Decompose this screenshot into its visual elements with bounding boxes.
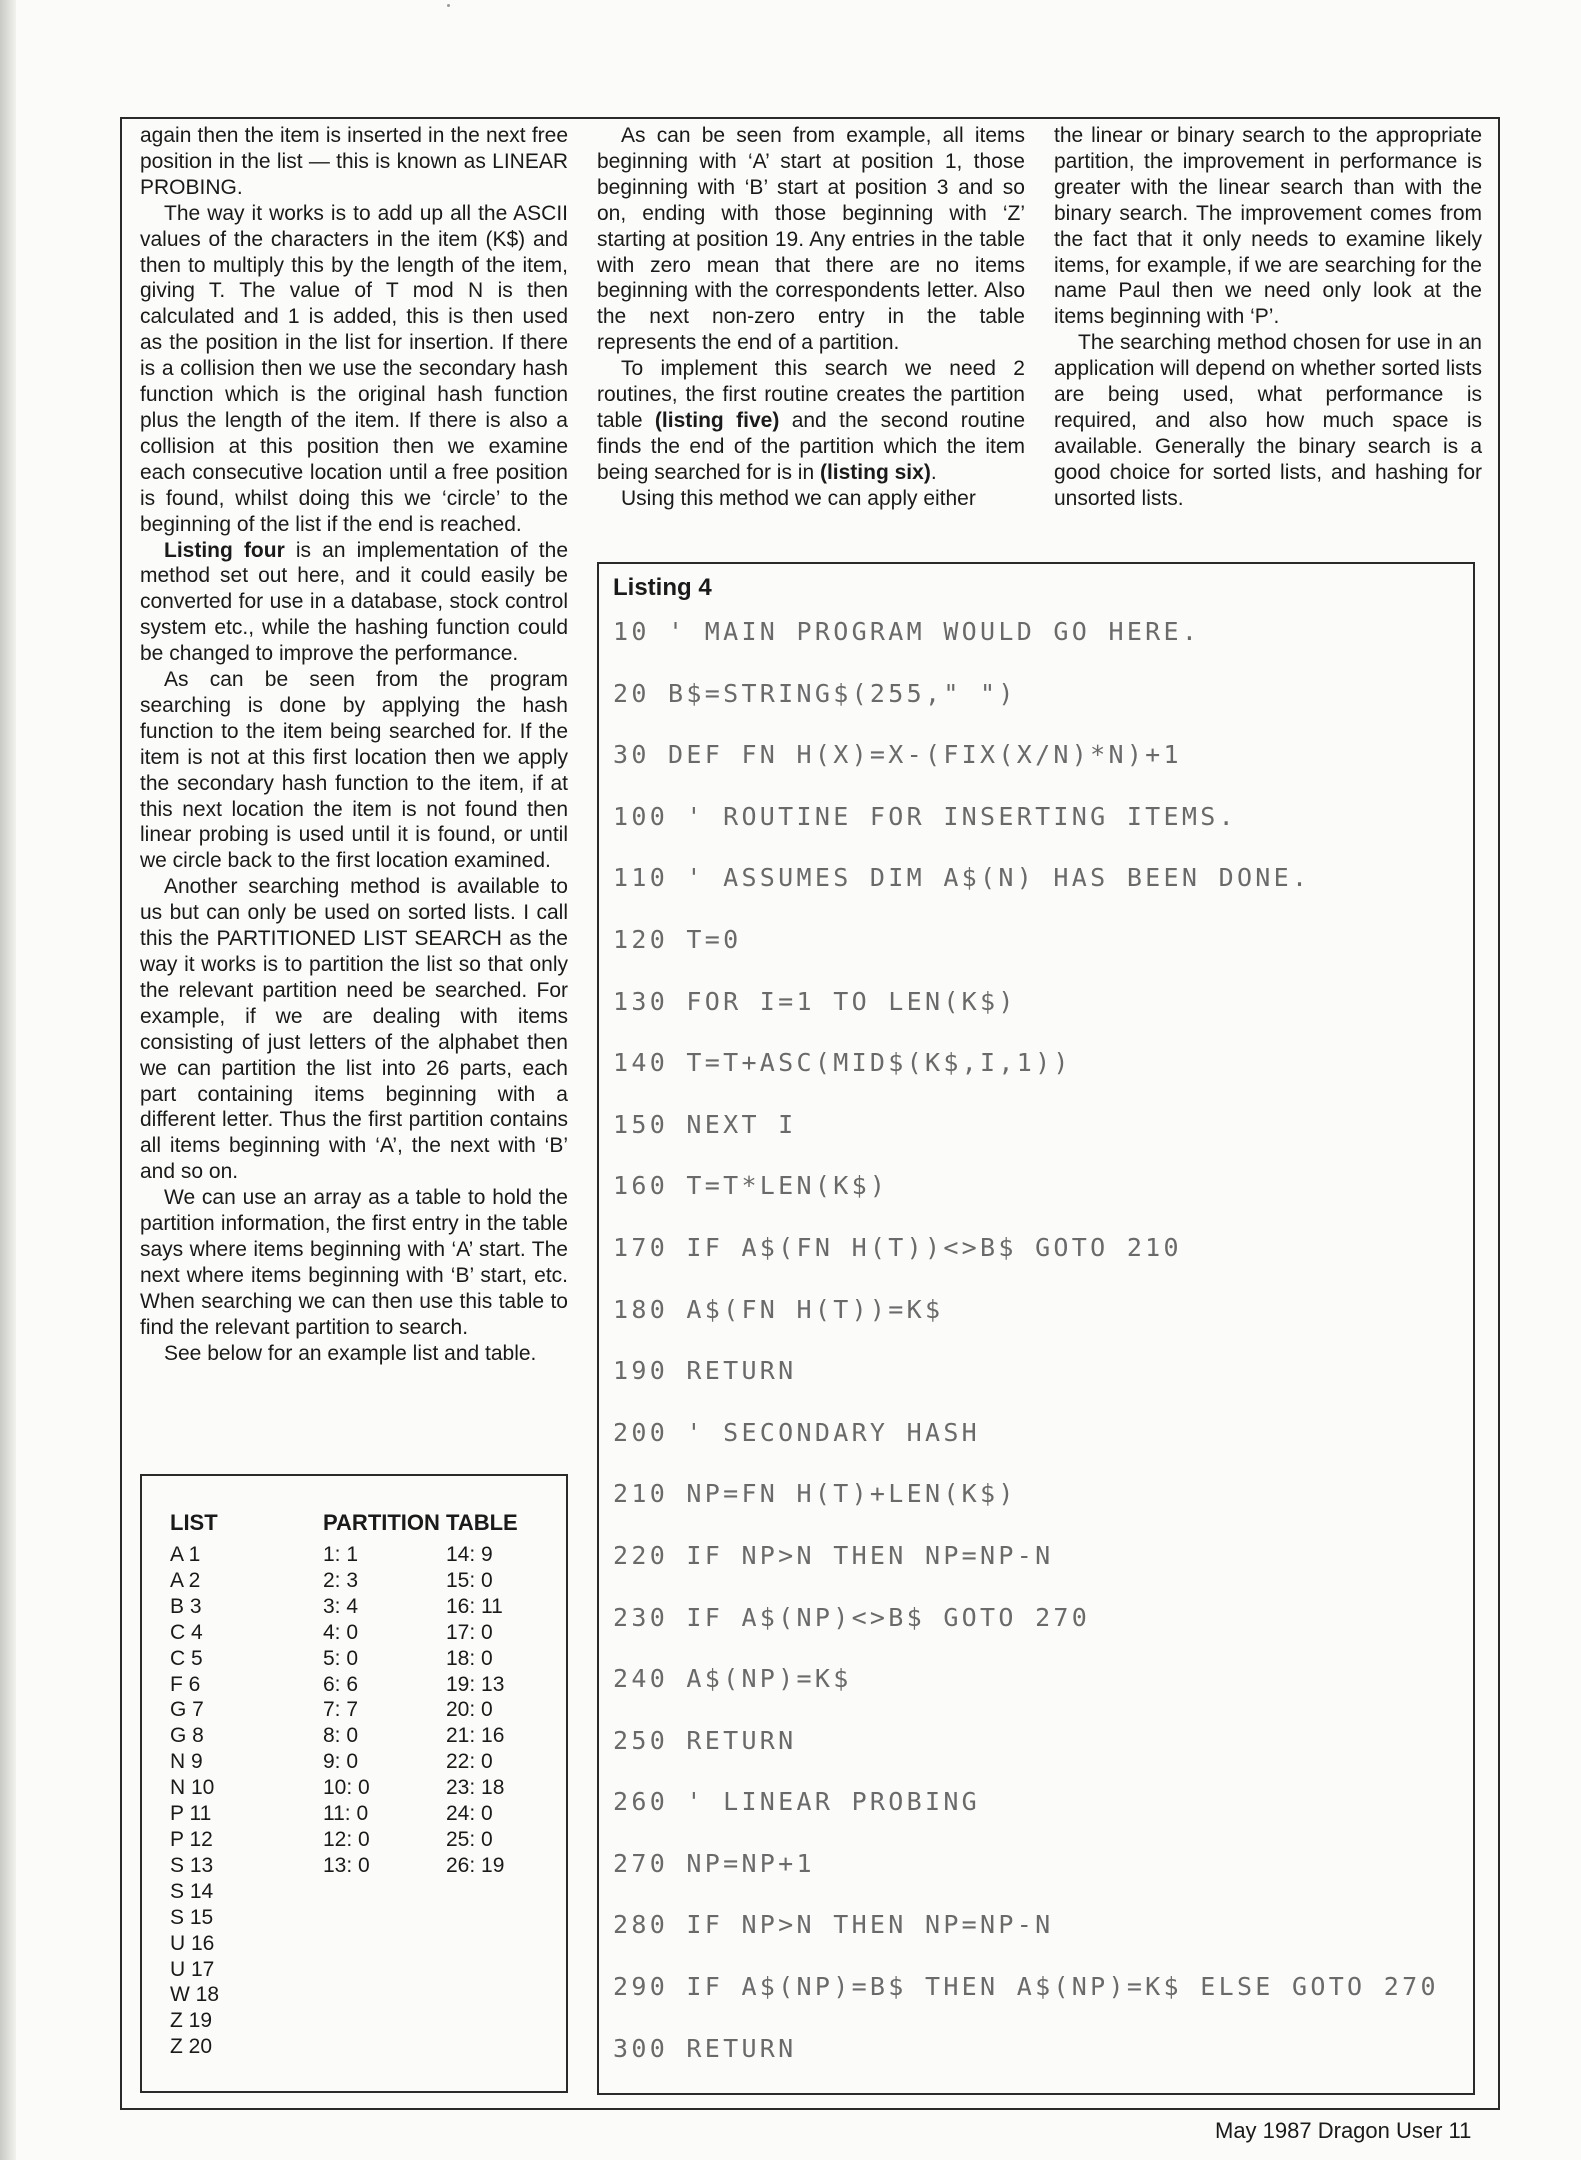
code-line: 170 IF A$(FN H(T))<>B$ GOTO 210	[613, 1232, 1182, 1262]
partition-table-column-1: 1: 1 2: 3 3: 4 4: 0 5: 0 6: 6 7: 7 8: 0 9: 0 10: 0 11: 0 12: 0 13: 0	[323, 1543, 370, 1877]
scan-speck	[447, 4, 450, 7]
listing-reference: (listing six)	[819, 460, 931, 484]
code-line: 220 IF NP>N THEN NP=NP-N	[613, 1540, 1054, 1570]
paragraph: As can be seen from the program searching is done by applying the hash function to the item being searched for. If the item is not at this first location then we apply the secondary hash function to the item, if at this next location the item is not found then linear probing is used until it is found, or until we circle back to the first location examined.	[140, 668, 568, 873]
paragraph	[597, 356, 1025, 486]
code-line: 10 ' MAIN PROGRAM WOULD GO HERE.	[613, 617, 1201, 646]
paragraph: Using this method we can apply either	[621, 486, 976, 510]
code-listing	[613, 616, 1463, 2094]
paragraph: See below for an example list and table.	[164, 1341, 537, 1365]
listing-reference: (listing five)	[654, 408, 780, 432]
page-footer: May 1987 Dragon User 11	[1215, 2118, 1472, 2143]
code-line: 240 A$(NP)=K$	[613, 1664, 852, 1694]
partition-table-header: PARTITION TABLE	[323, 1510, 518, 1535]
paragraph: The way it works is to add up all the ASCII values of the characters in the item (K$) and then to multiply this by the length of the item, giving T. The value of T mod N is then calculated and 1 is added, this is then used as the position in the list for insertion. If there is a collision then we use the secondary hash function which is the original hash function plus the length of the item. If there is also a collision at this position then we examine each consecutive location until a free position is found, whilst doing this we ‘circle’ to the beginning of the list if the end is reached.	[140, 201, 568, 536]
paragraph: Another searching method is available to us but can only be used on sorted lists. I call this the PARTITIONED LIST SEARCH as the way it works is to partition the list so that only the relevant partition need be searched. For example, if we are dealing with items consisting of just letters of the alphabet then we can partition the list into 26 parts, each part containing items beginning with a different letter. Thus the first partition contains all items beginning with ‘A’, the next with ‘B’ and so on.	[140, 875, 568, 1184]
code-line: 230 IF A$(NP)<>B$ GOTO 270	[613, 1602, 1091, 1632]
list-header: LIST	[170, 1510, 218, 1535]
code-line: 270 NP=NP+1	[613, 1848, 815, 1878]
paragraph-text: .	[930, 460, 937, 484]
partition-example-box	[140, 1474, 568, 2093]
code-line: 120 T=0	[613, 924, 742, 954]
code-line: 300 RETURN	[613, 2033, 797, 2063]
code-line: 250 RETURN	[613, 1725, 797, 1755]
listing-reference: Listing four	[164, 538, 285, 562]
code-line: 160 T=T*LEN(K$)	[613, 1171, 889, 1201]
partition-table	[323, 1510, 518, 1877]
code-line: 180 A$(FN H(T))=K$	[613, 1294, 944, 1324]
paragraph: the linear or binary search to the appropriate partition, the improvement in performance is greater with the linear search than with the binary search. The improvement comes from the fact that it only needs to examine likely items, for example, if we are searching for the name Paul then we need only look at the items beginning with ‘P’.	[1054, 124, 1482, 329]
paragraph: again then the item is inserted in the next free position in the list — this is known as LINEAR PROBING.	[140, 124, 568, 199]
paragraph	[140, 538, 568, 668]
article-column-2	[597, 123, 1025, 512]
article-column-1	[140, 123, 568, 1367]
example-list	[170, 1510, 219, 2060]
list-entries: A 1 A 2 B 3 C 4 C 5 F 6 G 7 G 8 N 9 N 10 P 11 P 12 S 13 S 14 S 15 U 16 U 17 W 18 Z 19 Z 20	[170, 1543, 220, 2059]
article-column-3	[1054, 123, 1482, 512]
code-line: 290 IF A$(NP)=B$ THEN A$(NP)=K$ ELSE GOTO 270	[613, 1972, 1439, 2002]
paragraph-text: is an implementation of the method set out here, and it could easily be converted for use in a database, stock control system etc., while the hashing function could be changed to improve the performance.	[140, 538, 568, 666]
paragraph-text: To implement this search we need 2 routines, the first routine creates the partition table	[597, 357, 1025, 432]
partition-table-column-2: 14: 9 15: 0 16: 11 17: 0 18: 0 19: 13 20: 0 21: 16 22: 0 23: 18 24: 0 25: 0 26: 19	[446, 1543, 505, 1877]
paragraph: We can use an array as a table to hold the partition information, the first entry in the table says where items beginning with ‘A’ start. The next where items beginning with ‘B’ start, etc. When searching we can then use this table to find the relevant partition to search.	[140, 1186, 568, 1339]
code-line: 100 ' ROUTINE FOR INSERTING ITEMS.	[613, 801, 1237, 831]
code-line: 210 NP=FN H(T)+LEN(K$)	[613, 1479, 1017, 1509]
listing-title: Listing 4	[613, 574, 712, 601]
paragraph-text: and the second routine finds the end of the partition which the item being searched for is in	[597, 408, 1025, 484]
listing-4-box	[597, 562, 1475, 2095]
paragraph: The searching method chosen for use in an application will depend on whether sorted lists are being used, what performance is required, and also how much space is available. Generally the binary search is a good choice for sorted lists, and hashing for unsorted lists.	[1054, 331, 1482, 510]
code-line: 20 B$=STRING$(255," ")	[613, 678, 1017, 708]
code-line: 110 ' ASSUMES DIM A$(N) HAS BEEN DONE.	[613, 863, 1311, 893]
code-line: 30 DEF FN H(X)=X-(FIX(X/N)*N)+1	[613, 740, 1182, 770]
code-line: 150 NEXT I	[613, 1109, 797, 1139]
page-edge-shadow	[0, 0, 16, 2160]
code-line: 200 ' SECONDARY HASH	[613, 1417, 981, 1447]
paragraph: As can be seen from example, all items beginning with ‘A’ start at position 1, those beginning with ‘B’ start at position 3 and so on, ending with those beginning with ‘Z’ starting at position 19. Any entries in the table with zero mean that there are no items beginning with the correspondents letter. Also the next non-zero entry in the table represents the end of a partition.	[597, 124, 1025, 355]
code-line: 140 T=T+ASC(MID$(K$,I,1))	[613, 1048, 1072, 1078]
code-line: 190 RETURN	[613, 1356, 797, 1386]
code-line: 280 IF NP>N THEN NP=NP-N	[613, 1910, 1054, 1940]
code-line: 260 ' LINEAR PROBING	[613, 1787, 981, 1817]
code-line: 130 FOR I=1 TO LEN(K$)	[613, 986, 1017, 1016]
